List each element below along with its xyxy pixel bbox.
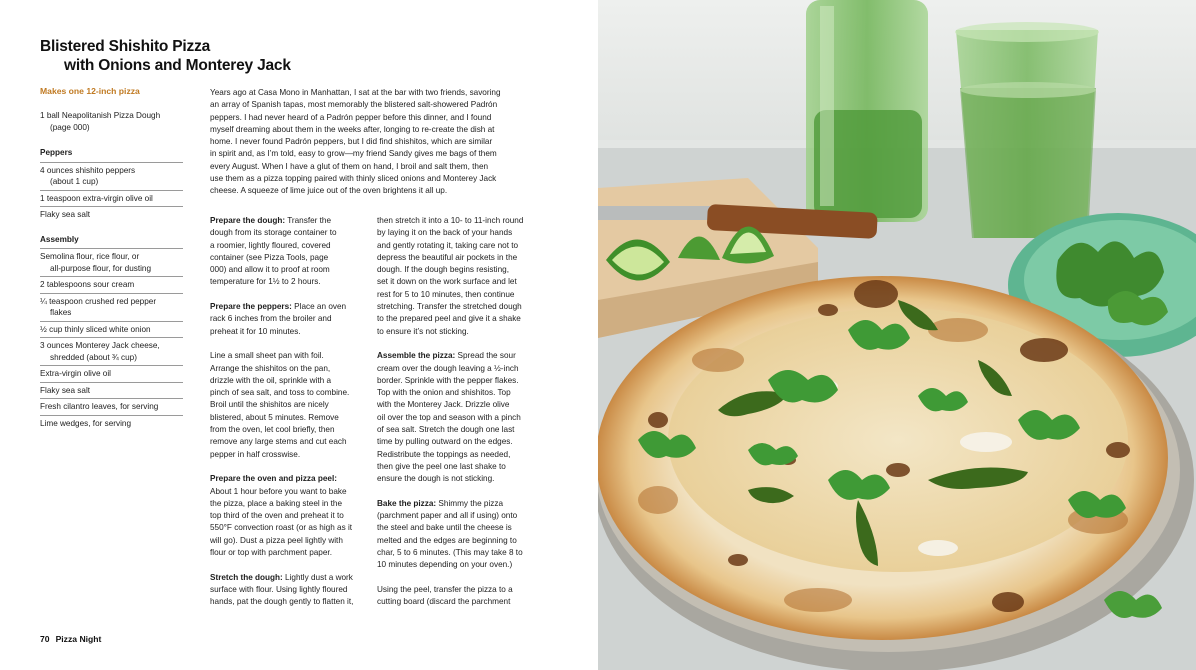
ingredient-item: Flaky sea salt bbox=[40, 210, 91, 219]
ingredient-item: ¼ teaspoon crushed red pepper flakes bbox=[40, 294, 183, 322]
method-step: Prepare the oven and pizza peel: About 1 hour before you want to bake the pizza, place a baking steel in the top third of the oven and preheat it to 550°F convection roast (or as high as it will go). Dust a pizza peel lightly with flour or top with parchment paper. bbox=[210, 474, 353, 558]
ingredient-item: 2 tablespoons sour cream bbox=[40, 277, 183, 294]
step-label: Bake the pizza: bbox=[377, 498, 437, 508]
headnote-line: every August. When I have a glut of them on hand, I broil and salt them, then bbox=[210, 161, 489, 171]
title-line-1: Blistered Shishito Pizza bbox=[40, 38, 211, 55]
step-label: Stretch the dough: bbox=[210, 572, 283, 582]
ingredient-list bbox=[40, 110, 183, 442]
ingredient-item: 3 ounces Monterey Jack cheese, shredded (about ¾ cup) bbox=[40, 338, 183, 366]
ingredient-item: Extra-virgin olive oil bbox=[40, 366, 183, 383]
headnote-line: home. I never found Padrón peppers, but I did find shishitos, which are similar bbox=[210, 137, 493, 147]
recipe-title bbox=[40, 37, 370, 75]
method-step: Prepare the dough: Transfer the dough from its storage container to a roomier, lightly floured, covered container (see Pizza Tools, page 000) and allow it to proof at room temperature for 1½ to 2 hours. bbox=[210, 216, 337, 287]
headnote-line: myself dreaming about them in the weeks after, longing to re-create the dish at bbox=[210, 124, 495, 134]
group-heading: Peppers bbox=[40, 147, 183, 163]
ingredient-item: Lime wedges, for serving bbox=[40, 418, 132, 428]
ingredient-text-cont: (page 000) bbox=[50, 122, 90, 132]
ingredient-item: ½ cup thinly sliced white onion bbox=[40, 322, 183, 339]
section-name: Pizza Night bbox=[55, 634, 102, 644]
method-column-1 bbox=[210, 215, 370, 621]
method-step: then stretch it into a 10- to 11-inch round by laying it on the back of your hands and gently rotating it, taking care not to depress the beautiful air pockets in the dough. If the dough begins resisting, set it down on the work surface and let rest for 5 to 10 minutes, then continue stretching. Transfer the stretched dough to the prepared peel and give it a shake to ensure it’s not sticking. bbox=[377, 216, 524, 336]
method-step: Bake the pizza: Shimmy the pizza (parchment paper and all if using) onto the steel and bake until the cheese is melted and the edges are beginning to char, 5 to 6 minutes. (This may take 8 to 10 minutes depending on your oven.) bbox=[377, 498, 523, 570]
page-folio bbox=[40, 634, 107, 644]
headnote-line: in spirit and, as I’m told, easy to grow—my friend Sandy gives me bags of them bbox=[210, 149, 497, 159]
ingredient-group-peppers bbox=[40, 147, 183, 223]
ingredient-item: Semolina flour, rice flour, or all-purpose flour, for dusting bbox=[40, 249, 183, 277]
headnote-line: an array of Spanish tapas, most memorably the blistered salt-showered Padrón bbox=[210, 100, 498, 110]
food-photo bbox=[598, 0, 1196, 670]
method-step: Prepare the peppers: Place an oven rack 6 inches from the broiler and preheat it for 10 minutes. bbox=[210, 302, 347, 336]
ingredient-item: 4 ounces shishito peppers (about 1 cup) bbox=[40, 163, 183, 191]
ingredient-dough bbox=[40, 110, 183, 133]
green-bottle bbox=[806, 0, 928, 222]
pizza bbox=[598, 276, 1168, 640]
green-glasses bbox=[955, 22, 1099, 238]
headnote-line: cheese. A squeeze of lime juice out of the oven brightens it all up. bbox=[210, 186, 448, 196]
headnote-line: peppers. I had never heard of a Padrón pepper before this dinner, and I found bbox=[210, 112, 492, 122]
ingredient-group-assembly bbox=[40, 234, 183, 432]
method-step: Using the peel, transfer the pizza to a cutting board (discard the parchment bbox=[377, 584, 513, 607]
headnote-line: use them as a pizza topping paired with thinly sliced onions and Monterey Jack bbox=[210, 174, 497, 184]
method-step: Assemble the pizza: Spread the sour cream over the dough leaving a ½-inch border. Sprinkle with the pepper flakes. Top with the onion and shishitos. Top with the Monterey Jack. Drizzle olive oil over the top and season with a pinch of sea salt. Stretch the dough one last time by pulling outward on the edges. Redistribute the toppings as needed, then give the peel one last shake to ensure the dough is not sticking. bbox=[377, 351, 521, 484]
method-step: Stretch the dough: Lightly dust a work surface with flour. Using lightly floured hands, pat the dough gently to flatten it, bbox=[210, 572, 354, 607]
step-label: Prepare the peppers: bbox=[210, 302, 292, 312]
step-label: Prepare the dough: bbox=[210, 216, 286, 225]
step-label: Prepare the oven and pizza peel: bbox=[210, 474, 337, 484]
recipe-yield: Makes one 12-inch pizza bbox=[40, 86, 140, 96]
ingredient-text: 1 ball Neapolitanish Pizza Dough bbox=[40, 111, 161, 120]
ingredient-item: 1 teaspoon extra-virgin olive oil bbox=[40, 191, 183, 208]
title-line-2: with Onions and Monterey Jack bbox=[64, 57, 291, 74]
headnote-line: Years ago at Casa Mono in Manhattan, I sat at the bar with two friends, savoring bbox=[210, 88, 501, 97]
ingredient-item: Flaky sea salt bbox=[40, 383, 183, 400]
method-step: Line a small sheet pan with foil. Arrange the shishitos on the pan, drizzle with the oil, sprinkle with a pinch of sea salt, and toss to combine. Broil until the shishitos are nicely blistered, about 5 minutes. Remove from the oven, let cool briefly, then remove any large stems and cut each pepper in half crosswise. bbox=[210, 351, 350, 459]
recipe-headnote bbox=[210, 87, 545, 198]
page-number: 70 bbox=[40, 634, 50, 644]
method-column-2 bbox=[377, 215, 537, 621]
group-heading: Assembly bbox=[40, 234, 183, 250]
step-label: Assemble the pizza: bbox=[377, 351, 456, 361]
pizza-photo-illustration bbox=[598, 0, 1196, 670]
ingredient-item: Fresh cilantro leaves, for serving bbox=[40, 399, 183, 416]
